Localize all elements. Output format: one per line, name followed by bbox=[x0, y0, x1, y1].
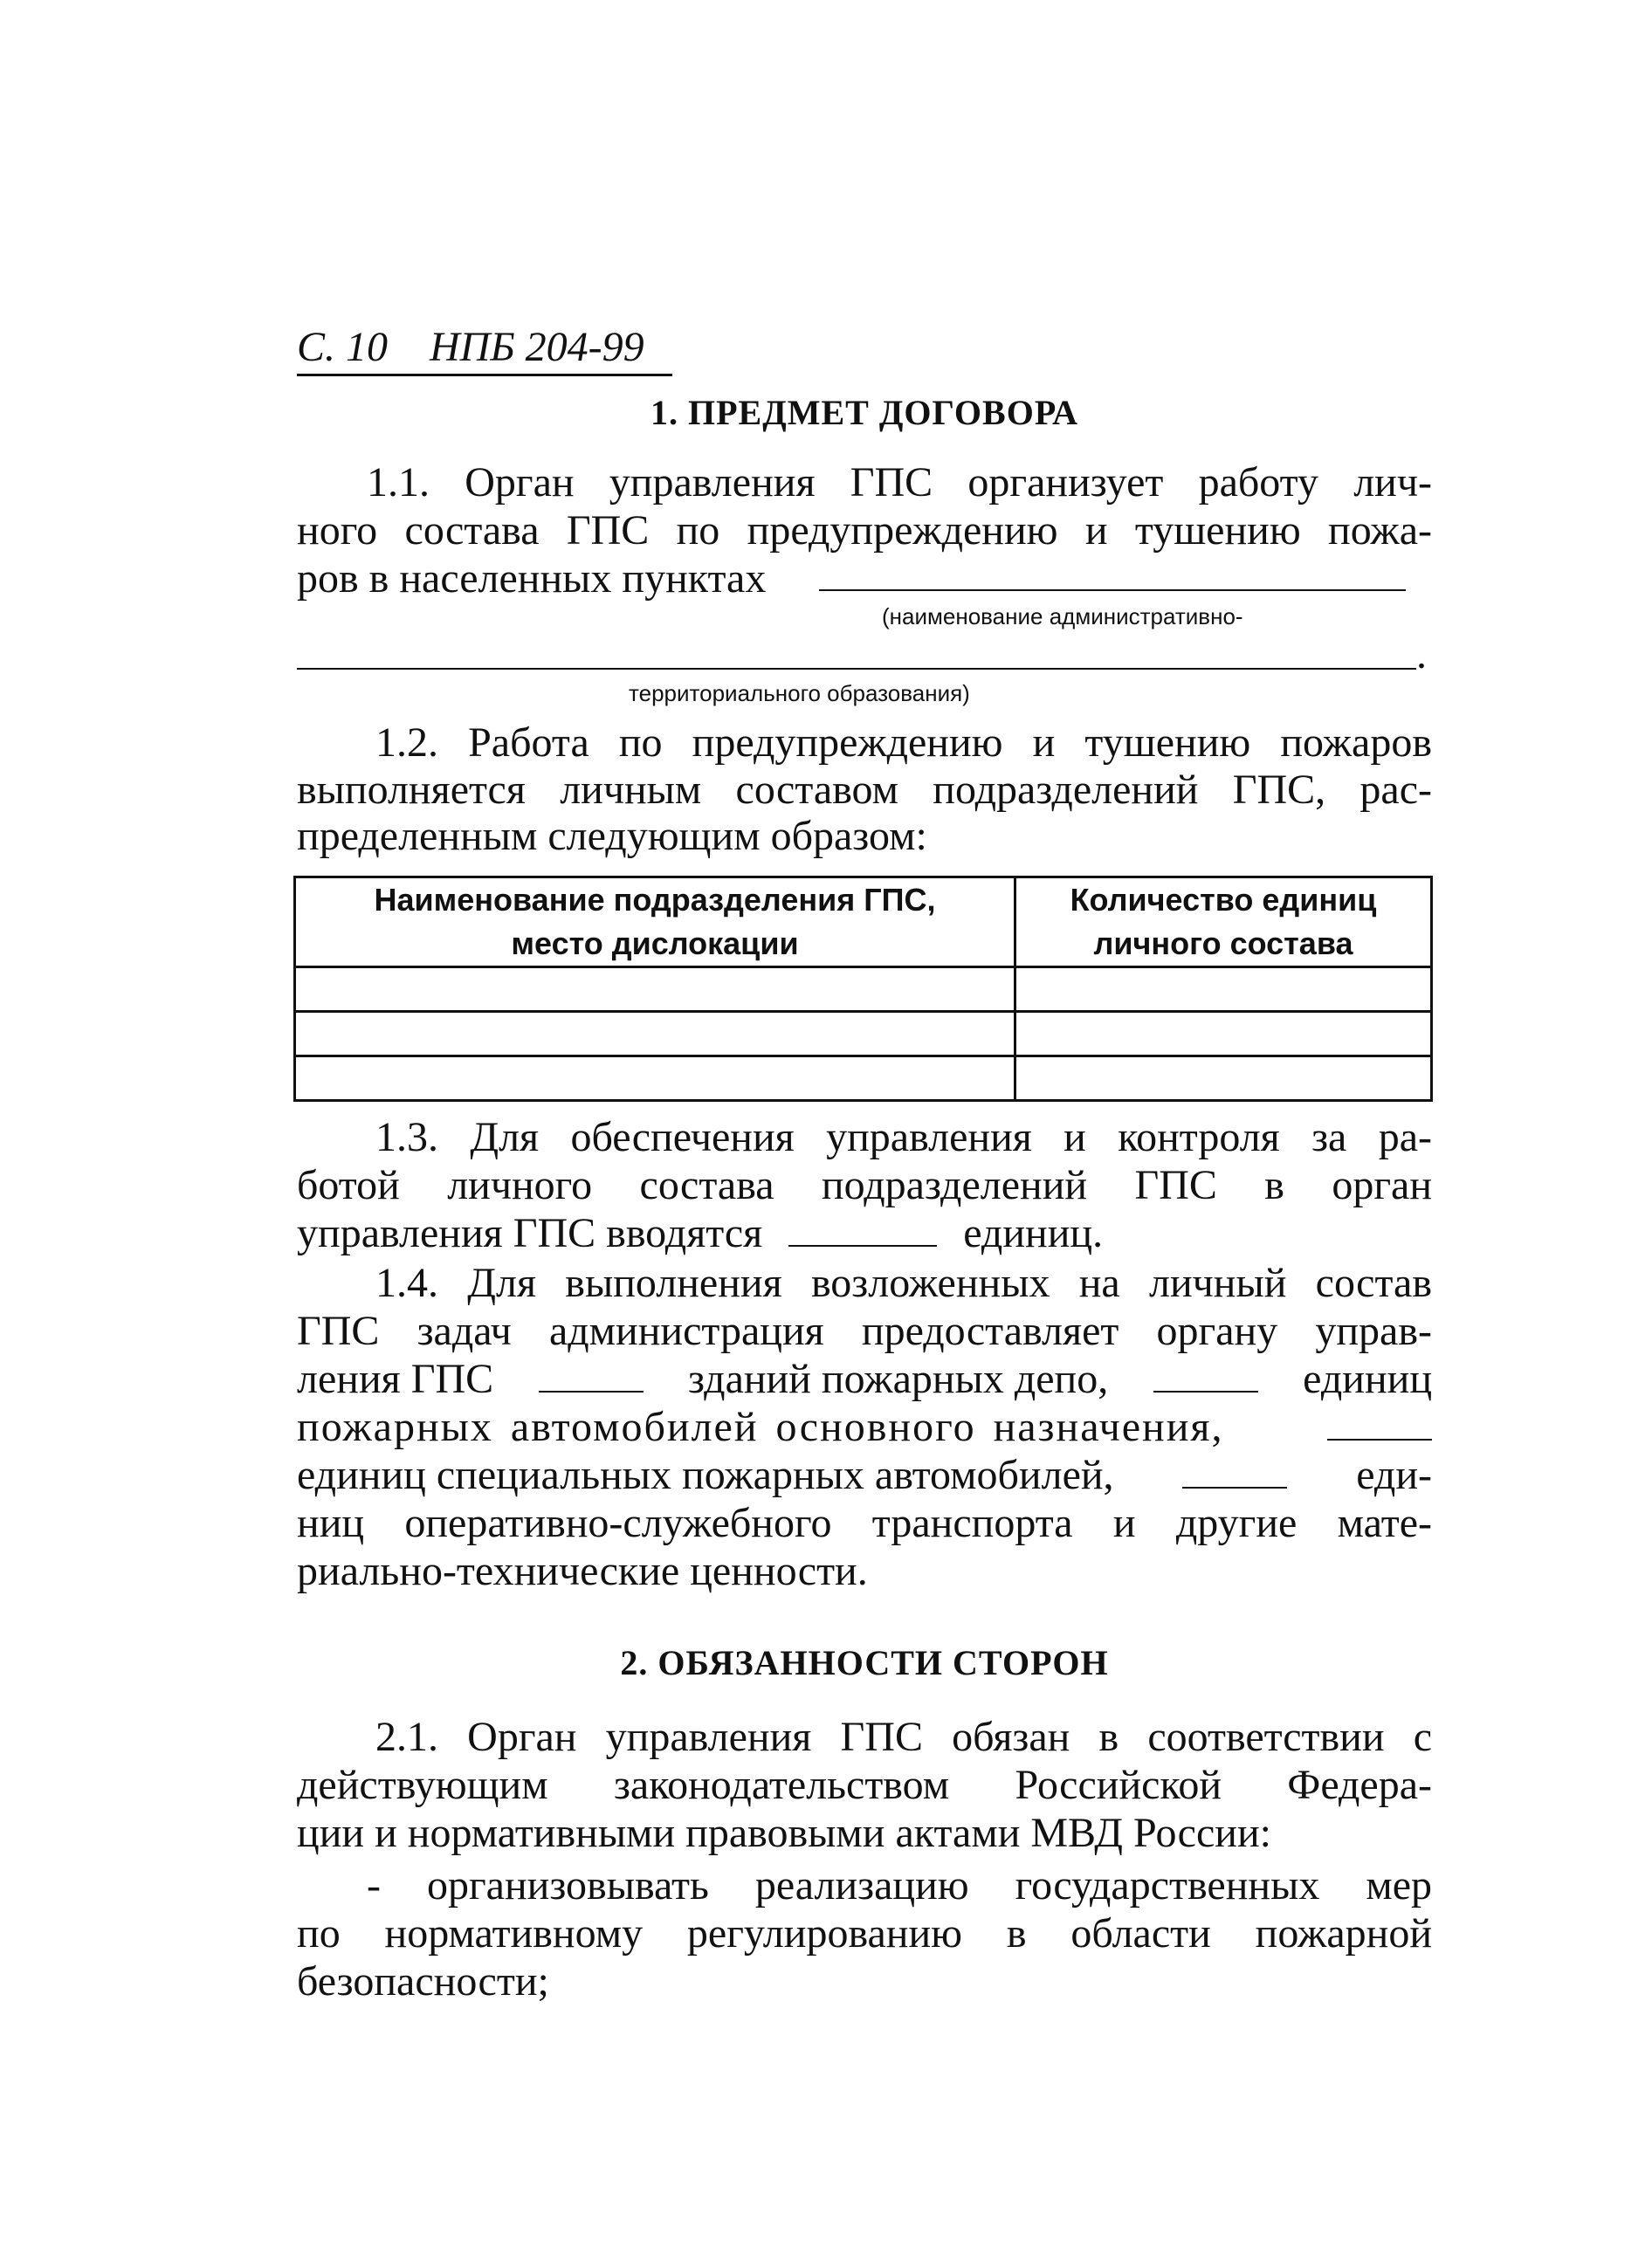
paragraph-1-4-line-5 bbox=[297, 1451, 1432, 1500]
table-cell bbox=[1015, 1012, 1432, 1056]
paragraph-1-4-line-4 bbox=[297, 1403, 1432, 1452]
table-row bbox=[295, 1012, 1432, 1056]
paragraph-1-1-line-3: ров в населенных пунктах bbox=[297, 555, 767, 602]
column-header-unit-name-line-2: место дислокации bbox=[511, 925, 799, 961]
depot-count-blank bbox=[539, 1356, 644, 1393]
paragraph-1-4-line-7: риально-технические ценности. bbox=[297, 1548, 868, 1594]
paragraph-1-4-line-3 bbox=[297, 1355, 1432, 1404]
table-row bbox=[295, 967, 1432, 1012]
paragraph-1-4-line-5-text-b: еди- bbox=[1356, 1452, 1432, 1498]
table-cell bbox=[295, 1056, 1015, 1101]
column-header-personnel-count-line-2: личного состава bbox=[1093, 925, 1353, 961]
staff-count-blank bbox=[788, 1210, 937, 1247]
paragraph-2-1-line-6: безопасности; bbox=[297, 1958, 549, 2005]
table-cell bbox=[1015, 1056, 1432, 1101]
transport-count-blank bbox=[1182, 1452, 1287, 1489]
admin-unit-blank-continued bbox=[297, 668, 1416, 670]
table-row bbox=[295, 1056, 1432, 1101]
paragraph-1-3-line-1: 1.3. Для обеспечения управления и контроля за ра- bbox=[375, 1114, 1432, 1160]
paragraph-1-2-line-2: выполняется личным составом подразделений ГПС, рас- bbox=[297, 767, 1432, 813]
paragraph-1-3-line-2: ботой личного состава подразделений ГПС в орган bbox=[297, 1162, 1432, 1208]
header-underline bbox=[297, 374, 672, 376]
section-1-title: 1. ПРЕДМЕТ ДОГОВОРА bbox=[650, 393, 1079, 432]
paragraph-1-4-line-6: ниц оперативно-служебного транспорта и другие мате- bbox=[297, 1500, 1432, 1546]
page-header bbox=[297, 323, 644, 372]
paragraph-1-3-text-b: единиц. bbox=[963, 1210, 1104, 1256]
column-header-personnel-count bbox=[1015, 877, 1432, 967]
column-header-personnel-count-line-1: Количество единиц bbox=[1070, 882, 1377, 918]
paragraph-2-1-line-4: - организовывать реализацию государственных мер bbox=[367, 1862, 1432, 1908]
paragraph-2-1-line-1: 2.1. Орган управления ГПС обязан в соответствии с bbox=[375, 1714, 1432, 1760]
paragraph-1-4-line-3-text-b: зданий пожарных депо, bbox=[688, 1356, 1109, 1402]
paragraph-1-1-line-1: 1.1. Орган управления ГПС организует работу лич- bbox=[367, 459, 1432, 505]
paragraph-1-1-line-2: ного состава ГПС по предупреждению и тушению пожа- bbox=[297, 507, 1432, 554]
caption-admin-unit-part-1: (наименование административно- bbox=[882, 603, 1243, 629]
paragraph-1-4-line-3-text-a: ления ГПС bbox=[297, 1356, 494, 1402]
units-table bbox=[293, 876, 1433, 1102]
main-vehicles-count-blank bbox=[1153, 1356, 1258, 1393]
special-vehicles-count-blank bbox=[1327, 1404, 1432, 1441]
page-number: С. 10 bbox=[297, 324, 389, 370]
table-cell bbox=[1015, 967, 1432, 1012]
caption-admin-unit-part-2: территориального образования) bbox=[629, 680, 970, 706]
paragraph-1-2-line-1: 1.2. Работа по предупреждению и тушению пожаров bbox=[375, 719, 1432, 766]
paragraph-1-2-line-3: пределенным следующим образом: bbox=[297, 813, 927, 859]
paragraph-1-3-text-a: управления ГПС вводятся bbox=[297, 1210, 763, 1256]
table-cell bbox=[295, 1012, 1015, 1056]
document-code: НПБ 204-99 bbox=[430, 324, 644, 370]
paragraph-1-4-line-4-text: пожарных автомобилей основного назначения, bbox=[297, 1404, 1224, 1450]
admin-unit-blank bbox=[819, 589, 1406, 591]
paragraph-1-4-line-3-text-c: единиц bbox=[1303, 1356, 1432, 1402]
table-cell bbox=[295, 967, 1015, 1012]
paragraph-1-4-line-2: ГПС задач администрация предоставляет органу управ- bbox=[297, 1308, 1432, 1354]
paragraph-2-1-line-2: действующим законодательством Российской Федера- bbox=[297, 1762, 1432, 1808]
paragraph-2-1-line-5: по нормативному регулированию в области пожарной bbox=[297, 1910, 1432, 1957]
paragraph-2-1-line-3: ции и нормативными правовыми актами МВД России: bbox=[297, 1810, 1271, 1856]
period-mark: . bbox=[1416, 631, 1427, 677]
table-header-row bbox=[295, 877, 1432, 967]
section-2-title: 2. ОБЯЗАННОСТИ СТОРОН bbox=[620, 1643, 1109, 1682]
paragraph-1-3-line-3 bbox=[297, 1209, 1103, 1258]
paragraph-1-4-line-1: 1.4. Для выполнения возложенных на личный состав bbox=[375, 1260, 1432, 1306]
column-header-unit-name-line-1: Наименование подразделения ГПС, bbox=[374, 882, 936, 918]
column-header-unit-name bbox=[295, 877, 1015, 967]
paragraph-1-4-line-5-text-a: единиц специальных пожарных автомобилей, bbox=[297, 1452, 1114, 1498]
